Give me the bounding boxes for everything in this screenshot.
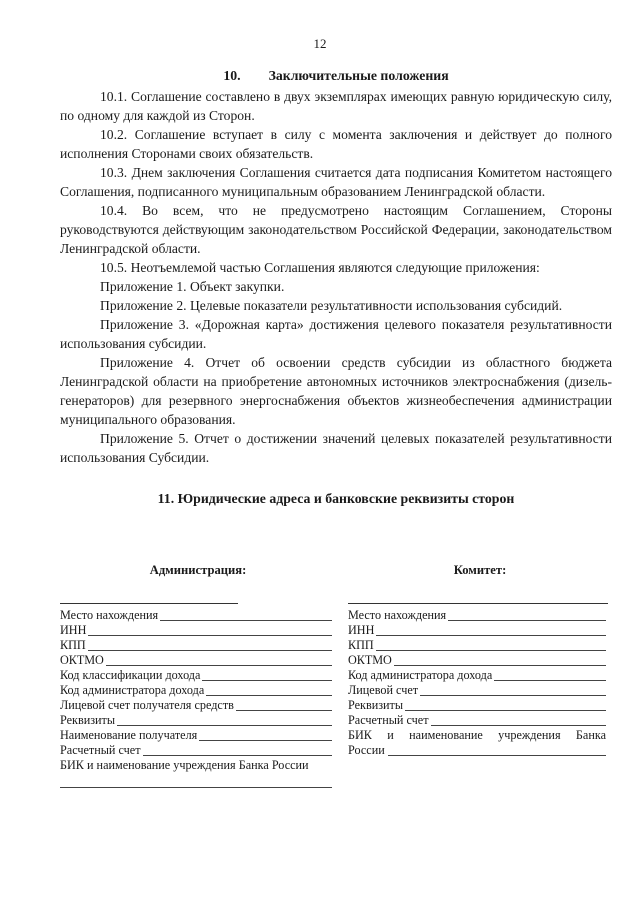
committee-name-line <box>348 589 608 604</box>
appendix-3: Приложение 3. «Дорожная карта» достижения целевого показателя результативности использования субсидии. <box>60 317 612 351</box>
clause-10-2: 10.2. Соглашение вступает в силу с момента заключения и действует до полного исполнения Сторонами своих обязательств. <box>60 127 612 161</box>
committee-field-kpp: КПП <box>348 638 606 653</box>
document-body <box>60 66 612 508</box>
section-10-heading: Заключительные положения <box>268 68 449 83</box>
clause-10-5: 10.5. Неотъемлемой частью Соглашения являются следующие приложения: <box>100 260 540 275</box>
admin-bik-line <box>60 773 332 788</box>
committee-field-location: Место нахождения <box>348 608 606 623</box>
appendix-4: Приложение 4. Отчет об освоении средств субсидии из областного бюджета Ленинградской области на приобретение автономных источников электроснабжения (дизель-генераторов) для резервного энергоснабжения объектов жизнеобеспечения администрации муниципального образования. <box>60 355 612 427</box>
committee-field-settlement-account: Расчетный счет <box>348 713 606 728</box>
clause-10-3: 10.3. Днем заключения Соглашения считается дата подписания Комитетом настоящего Соглашения, подписанного муниципальным образованием Ленинградской области. <box>60 165 612 199</box>
admin-field-settlement-account: Расчетный счет <box>60 743 332 758</box>
committee-field-bik-bank: БИК и наименование учреждения Банка <box>348 728 606 742</box>
committee-field-admin-code: Код администратора дохода <box>348 668 606 683</box>
appendix-1: Приложение 1. Объект закупки. <box>100 279 285 294</box>
section-10-title <box>60 66 612 85</box>
administration-name-line <box>60 589 238 604</box>
committee-column <box>348 563 612 758</box>
committee-field-personal-account: Лицевой счет <box>348 683 606 698</box>
admin-field-oktmo: ОКТМО <box>60 653 332 668</box>
admin-field-admin-code: Код администратора дохода <box>60 683 332 698</box>
committee-heading: Комитет: <box>453 563 507 577</box>
admin-field-bik-bank: БИК и наименование учреждения Банка России <box>60 758 309 772</box>
admin-field-inn: ИНН <box>60 623 332 638</box>
section-10-number: 10. <box>223 68 241 83</box>
admin-field-personal-account: Лицевой счет получателя средств <box>60 698 332 713</box>
admin-field-location: Место нахождения <box>60 608 332 623</box>
administration-column <box>60 563 336 788</box>
committee-field-oktmo: ОКТМО <box>348 653 606 668</box>
admin-field-requisites: Реквизиты <box>60 713 332 728</box>
committee-field-requisites: Реквизиты <box>348 698 606 713</box>
committee-field-inn: ИНН <box>348 623 606 638</box>
clause-10-1: 10.1. Соглашение составлено в двух экземплярах имеющих равную юридическую силу, по одному для каждой из Сторон. <box>60 89 612 123</box>
page-number: 12 <box>313 36 327 51</box>
admin-field-recipient: Наименование получателя <box>60 728 332 743</box>
committee-field-bik-bank-cont: России <box>348 743 606 758</box>
admin-field-income-code: Код классификации дохода <box>60 668 332 683</box>
clause-10-4: 10.4. Во всем, что не предусмотрено настоящим Соглашением, Стороны руководствуются действующим законодательством Российской Федерации, законодательством Ленинградской области. <box>60 203 612 256</box>
section-11-title: 11. Юридические адреса и банковские реквизиты сторон <box>157 491 515 506</box>
appendix-2: Приложение 2. Целевые показатели результативности использования субсидий. <box>100 298 563 313</box>
administration-heading: Администрация: <box>149 563 247 577</box>
admin-field-kpp: КПП <box>60 638 332 653</box>
appendix-5: Приложение 5. Отчет о достижении значений целевых показателей результативности использования Субсидии. <box>60 431 612 465</box>
